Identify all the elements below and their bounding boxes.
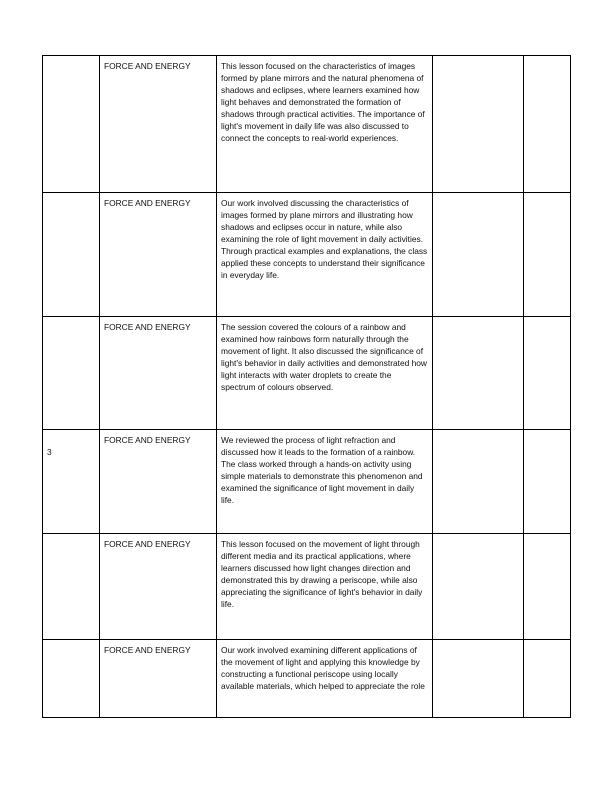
strand-cell: FORCE AND ENERGY [100, 317, 217, 430]
description-cell: Our work involved discussing the characteristics of images formed by plane mirrors and illustrating how shadows and eclipses occur in nature, while also examining the role of light movement in daily activities. Through practical examples and explanations, the class applied these concepts to understand their significance in everyday life. [217, 193, 433, 317]
empty-cell [433, 193, 524, 317]
table-row [43, 640, 571, 718]
description-cell: The session covered the colours of a rainbow and examined how rainbows form naturally through the movement of light. It also discussed the significance of light's behavior in daily activities and demonstrated how light interacts with water droplets to create the spectrum of colours observed. [217, 317, 433, 430]
strand-cell: FORCE AND ENERGY [100, 534, 217, 640]
description-cell: This lesson focused on the movement of light through different media and its practical applications, where learners discussed how light changes direction and demonstrated this by drawing a periscope, while also appreciating the significance of light's behavior in daily life. [217, 534, 433, 640]
table-row [43, 430, 571, 534]
strand-cell: FORCE AND ENERGY [100, 56, 217, 193]
empty-cell [524, 534, 571, 640]
empty-cell [524, 430, 571, 534]
empty-cell [433, 430, 524, 534]
empty-cell [433, 640, 524, 718]
table-row [43, 317, 571, 430]
week-cell [43, 640, 100, 718]
week-cell [43, 317, 100, 430]
empty-cell [524, 317, 571, 430]
empty-cell [524, 640, 571, 718]
empty-cell [524, 193, 571, 317]
empty-cell [433, 56, 524, 193]
empty-cell [433, 534, 524, 640]
table-row [43, 193, 571, 317]
strand-cell: FORCE AND ENERGY [100, 640, 217, 718]
week-cell [43, 193, 100, 317]
week-cell [43, 56, 100, 193]
strand-cell: FORCE AND ENERGY [100, 430, 217, 534]
description-cell: This lesson focused on the characteristics of images formed by plane mirrors and the natural phenomena of shadows and eclipses, where learners examined how light behaves and demonstrated the formation of shadows through practical activities. The importance of light's movement in daily life was also discussed to connect the concepts to real-world experiences. [217, 56, 433, 193]
empty-cell [524, 56, 571, 193]
week-cell [43, 534, 100, 640]
description-cell: We reviewed the process of light refraction and discussed how it leads to the formation of a rainbow. The class worked through a hands-on activity using simple materials to demonstrate this phenomenon and examined the significance of light movement in daily life. [217, 430, 433, 534]
table-row [43, 56, 571, 193]
week-cell: 3 [43, 430, 100, 534]
empty-cell [433, 317, 524, 430]
lesson-table [42, 55, 571, 718]
description-cell: Our work involved examining different applications of the movement of light and applying this knowledge by constructing a functional periscope using locally available materials, which helped to appreciate the role [217, 640, 433, 718]
strand-cell: FORCE AND ENERGY [100, 193, 217, 317]
table-row [43, 534, 571, 640]
